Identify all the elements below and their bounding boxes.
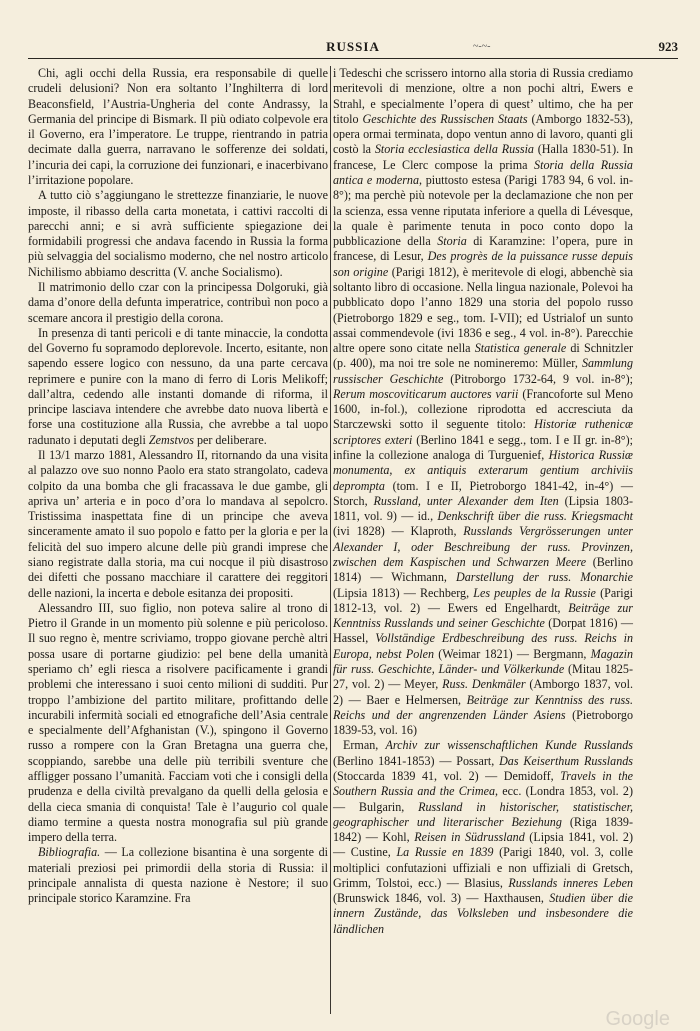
paragraph: [28, 280, 328, 326]
book-title: La Russie en 1839: [396, 845, 494, 860]
book-title: Rerum moscoviticarum auctores varii: [333, 386, 519, 401]
book-title: Russ. Denkmäler: [442, 677, 526, 692]
paragraph-text: (Riga 1839-1842) — Kohl,: [333, 814, 633, 845]
paragraph-text: , piuttosto estesa (Parigi 1783 94, 6 vol. in-8°); ma perchè più notevole per la declamazione che non per la scienza, essa venne riputata inferiore a quella di Lévesque, la quale è parimente tenuta in poco conto dopo la pubblicazione della: [333, 172, 633, 249]
paragraph-text: (Halla 1830-51). In francese, Le Clerc compose la prima: [333, 142, 633, 172]
section-heading: Bibliografia.: [38, 845, 101, 860]
paragraph-text: (Lipsia 1841, vol. 2) — Custine,: [333, 830, 633, 860]
book-title: Vollständige Erdbeschreibung des russ. Reichs in Europa, nebst Polen: [333, 631, 633, 661]
column-divider: [330, 66, 331, 1014]
book-title: Archiv zur wissenschaftlichen Kunde Russlands: [385, 738, 633, 753]
paragraph-text: (Mitau 1825-27, vol. 2) — Meyer,: [333, 661, 633, 692]
paragraph-text: Erman,: [343, 738, 386, 753]
paragraph-text: (Amborgo 1832-53), opera ormai terminata, dopo ventun anno di lavoro, quanti gli costò la: [333, 111, 633, 157]
paragraph-text: (Berlino 1814) — Wichmann,: [333, 555, 633, 585]
book-title: Das Keiserthum Russlands: [499, 753, 633, 768]
page-title: RUSSIA: [326, 39, 380, 54]
paragraph-text: (tom. I e II, Pietroborgo 1841-42, in-4°) — Storch,: [333, 478, 633, 508]
paragraph-text: — La collezione bisantina è una sorgente di materiali preziosi pei primordii della storia di Russia: il principale annalista di questa nazione è Nestore; il suo principale storico Karamzine. Fra: [28, 845, 328, 906]
paragraph-text: (Dorpat 1816) — Hassel,: [333, 616, 633, 646]
book-title: Russlands Vergrösserungen unter Alexander I, oder Beschreibung der russ. Provinzen, zwischen dem Kaspischen und Schwarzen Meere: [333, 524, 633, 569]
paragraph: [28, 326, 328, 448]
paragraph-text: di Karamzine: l’opera, pure in francese, di Lesur,: [333, 234, 634, 264]
paragraph: [28, 845, 328, 906]
book-title: Les peuples de la Russie: [473, 585, 596, 600]
paragraph-text: per deliberare.: [193, 432, 267, 447]
book-title: Beiträge zur Kenntniss Russlands und seiner Geschichte: [333, 600, 633, 631]
paragraph-text: , ecc. (Londra 1853, vol. 2) — Bulgarin,: [333, 784, 633, 814]
page-number: 923: [658, 39, 678, 54]
text-columns: [28, 66, 678, 1016]
book-title: Reisen in Südrussland: [414, 830, 525, 845]
book-title: Storia: [437, 234, 467, 249]
paragraph: [333, 738, 633, 937]
book-title: Historica Russiæ monumenta, ex antiquis exterarum gentium archiviis deprompta: [333, 448, 633, 493]
paragraph: [333, 66, 633, 738]
header-ornament: ~-~-: [473, 41, 491, 52]
paragraph-text: Il matrimonio dello czar con la principessa Dolgoruki, già dama d’onore della defunta imperatrice, contribuì non poco a scemare ancora il prestigio della corona.: [28, 279, 328, 325]
paragraph: [28, 601, 328, 846]
scan-watermark: Google: [605, 1008, 670, 1030]
book-title: Historiæ ruthenicæ scriptores exteri: [333, 417, 634, 447]
paragraph-text: (Berlino 1841-1853) — Possart,: [333, 753, 500, 768]
paragraph: [28, 66, 328, 188]
paragraph-text: (Lipsia 1803-1811, vol. 9) — id.,: [333, 493, 633, 524]
right-column: [333, 66, 633, 937]
book-title: Storia della Russia antica e moderna: [333, 157, 633, 187]
paragraph-text: (Parigi 1812), è meritevole di elogi, abbenchè sia soltanto libro di occasione. Nella lingua nazionale, Polevoi ha pubblicato dopo l’anno 1829 una storia del popolo russo (Pietroborgo 1829 e seg., tom. I-VII); ed Ustrialof un sunto assai commendevole (ivi 1836 e seg., 4 vol. in-8°). Parecchie altre opere sono citate nella: [333, 264, 633, 356]
book-title: Beiträge zur Kenntniss des russ. Reichs und der angrenzenden Länder Asiens: [333, 692, 633, 722]
italic-term: Zemstvos: [148, 432, 194, 447]
paragraph-text: (ivi 1828) — Klaproth,: [333, 524, 464, 539]
book-title: Des progrès de la puissance russe depuis son origine: [333, 249, 633, 279]
paragraph-text: (Pitroborgo 1732-64, 9 vol. in-8°);: [443, 371, 633, 386]
book-title: Russlands inneres Leben: [508, 875, 633, 890]
paragraph-text: (Berlino 1841 e segg., tom. I e II gr. in-8°); infine la collezione analoga di Turguenief,: [333, 432, 633, 463]
book-title: Geschichte des Russischen Staats: [362, 111, 528, 126]
paragraph-text: Chi, agli occhi della Russia, era responsabile di quelle crudeli delusioni? Non era soltanto l’Inghilterra di lord Beaconsfield, l’Austria-Ungheria del conte Andrassy, la Germania del principe di Bismark. Il più odiato colpevole era il Governo, era l’imperatore. Le truppe, rientrando in patria decimate dalla guerra, narravano le sofferenze dei soldati, l’incuria dei capi, la corruzione dei funzionari, e inacerbivano l’irritazione popolare.: [28, 66, 328, 187]
paragraph-text: (Parigi 1812-13, vol. 2) — Ewers ed Engelhardt,: [333, 585, 633, 615]
paragraph: [28, 448, 328, 601]
book-title: Magazin für russ. Geschichte, Länder- und Völkerkunde: [333, 646, 633, 676]
paragraph-text: A tutto ciò s’aggiungano le strettezze finanziarie, le nuove imposte, il ribasso della carta monetata, i cattivi raccolti di parecchi anni; e si avrà sufficiente spiegazione dei formidabili progressi che andava facendo in Russia la forma più selvaggia del socialismo moderno, che nel nostro articolo Nichilismo abbiamo descritta (V. anche Socialismo).: [28, 188, 328, 279]
book-title: Russland, unter Alexander dem Iten: [373, 493, 559, 508]
book-title: Darstellung der russ. Monarchie: [455, 570, 633, 585]
paragraph-text: (Pietroborgo 1839-53, vol. 16): [333, 707, 634, 738]
paragraph-text: (Stoccarda 1839 41, vol. 2) — Demidoff,: [333, 768, 561, 783]
book-title: Studien über die innern Zustände, das Volksleben und insbesondere die ländlichen: [333, 891, 633, 936]
book-title: Statistica generale: [474, 341, 567, 356]
running-header: [28, 36, 678, 59]
paragraph-text: (Parigi 1840, vol. 3, colle moltiplici confutazioni uffiziali e non uffiziali di Gretsch, Grimm, Tolstoi, ecc.) — Blasius,: [333, 845, 633, 890]
paragraph-text: (Amborgo 1837, vol. 2) — Baer e Helmersen,: [333, 677, 633, 707]
paragraph-text: (Brunswick 1846, vol. 3) — Haxthausen,: [333, 891, 550, 906]
book-title: Storia ecclesiastica della Russia: [374, 142, 534, 157]
paragraph-text: (Lipsia 1813) — Rechberg,: [333, 585, 474, 600]
book-title: Russland in historischer, statistischer, geographischer und literarischer Beziehung: [333, 799, 633, 829]
paragraph: [28, 188, 328, 280]
book-title: Sammlung russischer Geschichte: [333, 356, 633, 386]
paragraph-text: Il 13/1 marzo 1881, Alessandro II, ritornando da una visita al palazzo ove suo nonno Paolo era stato strangolato, cadeva colpito da una bomba che gli fracassava le due gambe, gli apriva un’ arteria e in poco d’ora lo mandava al sepolcro. Tristissima inaspettata fine di un principe che aveva sinceramente amato il suo popolo e fatto per la gloria e per la felicità del suo impero alcune delle più grandi imprese che siano registrate dalla storia, ma cui nocque il più disastroso dei difetti che possano macchiare il carattere dei reggitori delle nazioni, la incerta e debole esitanza dei propositi.: [28, 448, 328, 600]
left-column: [28, 66, 328, 906]
book-title: Denkschrift über die russ. Kriegsmacht: [437, 509, 633, 524]
paragraph-text: (Francoforte sul Meno 1600, in-fol.), collezione riprodotta ed accresciuta da Starczewski sotto il seguente titolo:: [333, 386, 634, 432]
paragraph-text: di Schnitzler (p. 400), ma noi tre sole ne nomineremo: Müller,: [333, 341, 633, 371]
paragraph-text: i Tedeschi che scrissero intorno alla storia di Russia crediamo meritevoli di menzione, oltre a non pochi altri, Ewers e Strahl, e specialmente l’opera di quest’ ultimo, che ha per titolo: [333, 66, 633, 126]
paragraph-text: (Weimar 1821) — Bergmann,: [434, 646, 591, 661]
book-title: Travels in the Southern Russia and the Crimea: [333, 768, 633, 799]
paragraph-text: In presenza di tanti pericoli e di tante minaccie, la condotta del Governo fu sopramodo deplorevole. Incerto, esitante, non sapendo essere logico con nessuno, da una parte cercava reprimere e punire con la mano di ferro di Loris Melikoff; dall’altra, cedendo alle instanti domande di riforma, il principe lasciava intendere che avrebbe dato nuova libertà e forse una costituzione alla Russia, che avrebbe a tal uopo radunato i deputati degli: [28, 325, 328, 447]
paragraph-text: Alessandro III, suo figlio, non poteva salire al trono di Pietro il Grande in un momento più solenne e più pericoloso. Il suo regno è, mentre scriviamo, troppo giovane perchè altri possa usare di portarne giudizio: pel bene della umanità speriamo ch’ egli riesca a risolvere pacificamente i grandi problemi che interessano i suoi cento milioni di sudditi. Pur troppo l’ambizione del partito militare, profittando delle incurabili infermità sociali ed etnografiche dell’Asia centrale e specialmente dell’Afghanistan (V.), spingono il Governo russo a rompere con la Gran Bretagna una guerra che, scoppiando, sarebbe una delle più terribili sventure che affligger possano l’umanità. Facciam voti che i consigli della prudenza e della civiltà prevalgano da quelli della gelosia e della cieca smania di conquista! Tale è l’augurio col quale diamo termine a questa nostra monografia sul più grande impero della terra.: [28, 600, 328, 845]
